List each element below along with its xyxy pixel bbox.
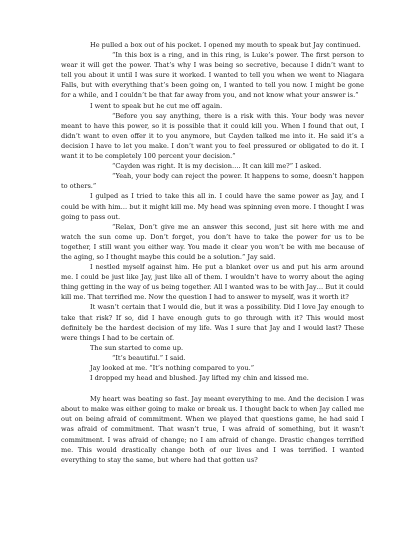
paragraph: “Before you say anything, there is a risk with this. Your body was never meant to have this power, so it is possible that it could kill you. When I found that out, I didn’t want to even offer it to you anymore, but Cayden talked me into it. He said it’s a decision I have to let you make. I don’t want you to feel pressured or obligated to do it. I want it to be completely 100 percent your decision.”	[61, 111, 364, 161]
paragraph: It wasn’t certain that I would die, but it was a possibility. Did I love Jay enough to take that risk? If so, did I have enough guts to go through with it? This would most definitely be the hardest decision of my life. Was I sure that Jay and I would last? These were things I had to be certain of.	[61, 303, 364, 342]
paragraph: I dropped my head and blushed. Jay lifted my chin and kissed me.	[90, 374, 309, 383]
section-break	[61, 383, 364, 394]
paragraph: “Yeah, your body can reject the power. It happens to some, doesn’t happen to others.”	[61, 172, 364, 191]
paragraph: He pulled a box out of his pocket. I opened my mouth to speak but Jay continued.	[90, 41, 361, 49]
paragraph: “It’s beautiful.” I said.	[112, 353, 186, 362]
paragraph: I went to speak but he cut me off again.	[90, 101, 223, 110]
paragraph: “In this box is a ring, and in this ring, is Luke’s power. The first person to wear it will get the power. That’s why I was being so secretive, because I didn’t want to tell you about it until I was sure it worked. I wanted to tell you when we went to Niagara Falls, but with everything that’s been going on, I wanted to tell you now. I might be gone for a while, and I couldn’t be that far away from you, and not know what your answer is.”	[61, 51, 364, 100]
paragraph: I nestled myself against him. He put a blanket over us and put his arm around me. I could be just like Jay, just like all of them. I wouldn’t have to worry about the aging thing getting in the way of us being together. All I wanted was to be with Jay… But it could kill me. That terrified me. Now the question I had to answer to myself, was it worth it?	[61, 263, 364, 302]
paragraph: “Relax, Don’t give me an answer this second, just sit here with me and watch the sun come up. Don’t forget, you don’t have to take the power for us to be together, I still want you either way. You made it clear you won’t be with me because of the aging, so I thought maybe this could be a solution.” Jay said.	[61, 222, 364, 261]
paragraph: “Cayden was right. It is my decision…. It can kill me?” I asked.	[112, 162, 322, 171]
paragraph: My heart was beating so fast. Jay meant everything to me. And the decision I was about to make was either going to make or break us. I thought back to when Jay called me out on being afraid of commitment. When we played that questions game, he had said I was afraid of commitment. That wasn’t true, I was afraid of something, but it wasn’t commitment. I was afraid of change; no I am afraid of change. Drastic changes terrified me. This would drastically change both of our lives and I was terrified. I wanted everything to stay the same, but where had that gotten us?	[61, 395, 364, 464]
paragraph: The sun started to come up.	[90, 343, 184, 352]
paragraph: I gulped as I tried to take this all in. I could have the same power as Jay, and I could be with him… but it might kill me. My head was spinning even more. I thought I was going to pass out.	[61, 192, 364, 221]
paragraph: Jay looked at me. “It’s nothing compared to you.”	[90, 364, 255, 372]
